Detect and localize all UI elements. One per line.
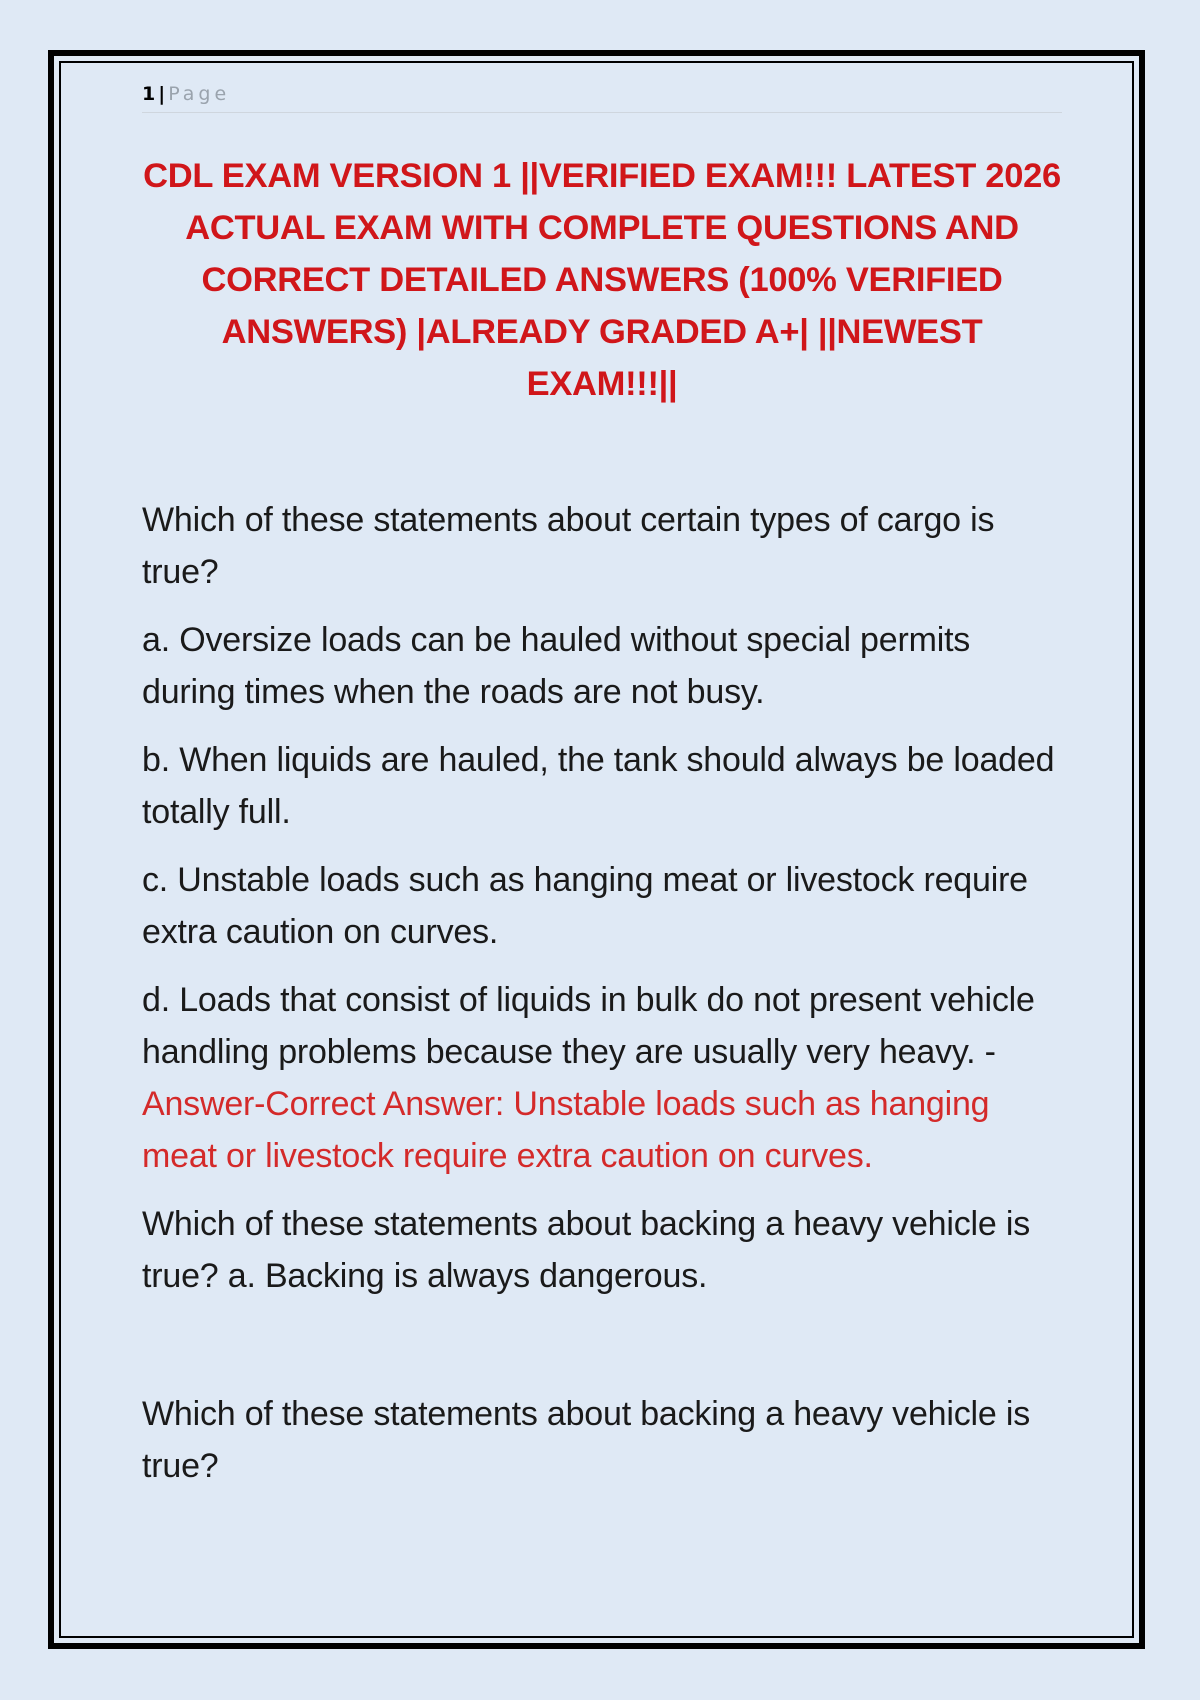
question-1-option-a: a. Oversize loads can be hauled without special permits during times when the roads are not busy. [142,621,971,711]
document-title: CDL EXAM VERSION 1 ||VERIFIED EXAM!!! LATEST 2026 ACTUAL EXAM WITH COMPLETE QUESTIONS AND CORRECT DETAILED ANSWERS (100% VERIFIED ANSWERS) |ALREADY GRADED A+| ||NEWEST EXAM!!!|| [143,157,1061,403]
question-3-text: Which of these statements about backing a heavy vehicle is true? [142,1395,1031,1485]
question-1-option-b: b. When liquids are hauled, the tank should always be loaded totally full. [142,741,1055,831]
question-1-text: Which of these statements about certain types of cargo is true? [142,501,995,591]
spacer [142,1318,1067,1388]
page-separator: | [158,83,166,105]
page-header [142,80,1062,113]
page-number: 1 [142,83,156,105]
question-1-option-d: d. Loads that consist of liquids in bulk do not present vehicle handling problems because they are usually very heavy. - [142,981,1035,1071]
question-1-option-d-with-answer [142,974,1067,1182]
question-1-answer: Answer-Correct Answer: Unstable loads such as hanging meat or livestock require extra caution on curves. [142,1085,990,1175]
question-2-text: Which of these statements about backing a heavy vehicle is true? a. Backing is always dangerous. [142,1205,1031,1295]
question-1-option-c: c. Unstable loads such as hanging meat or livestock require extra caution on curves. [142,861,1028,951]
document-body [142,494,1067,1508]
page-label: Page [168,83,231,105]
